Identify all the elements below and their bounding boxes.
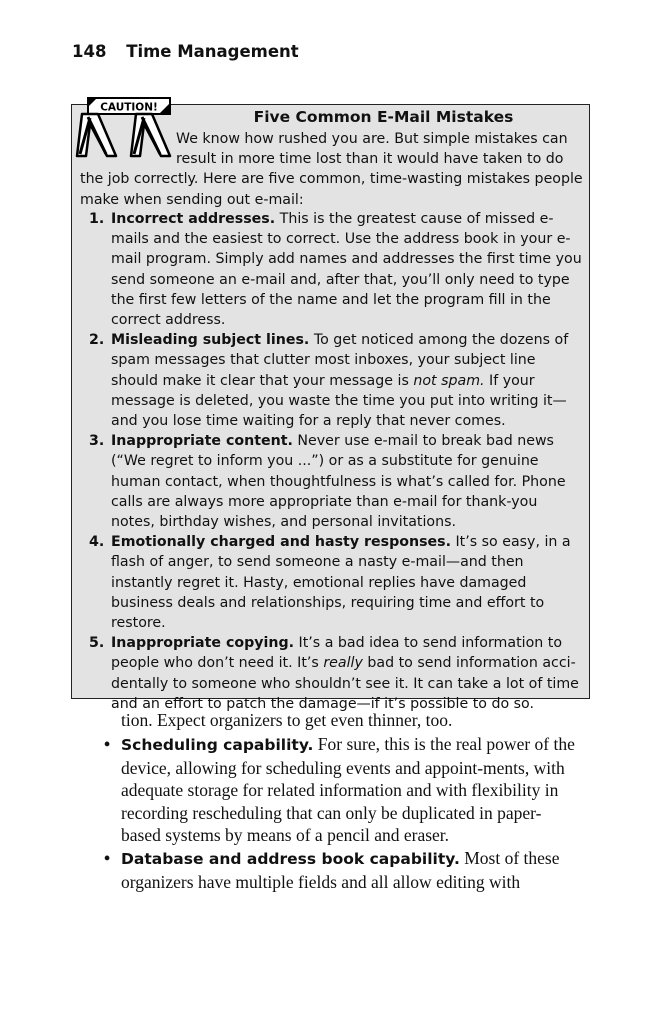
list-item: • Database and address book capability. Most of these organizers have multiple fields and all allow editing with	[104, 847, 560, 892]
sidebar-intro: We know how rushed you are. But simple mistakes can result in more time lost than it would have taken to do the job correctly. Here are five common, time-wasting mistakes people make when sending out e-mail:	[80, 131, 583, 208]
continuation-paragraph: tion. Expect organizers to get even thinner, too.	[121, 710, 453, 730]
list-item: 5. Inappropriate copying. It’s a bad idea to send information to people who don’t need it. It’s really bad to send information acci-dentally to someone who shouldn’t see it. It can take a lot of time and an effort to patch the damage—if it’s possible to do so.	[89, 635, 579, 712]
running-head	[72, 42, 299, 61]
feature-list	[0, 733, 662, 893]
list-item: 1. Incorrect addresses. This is the greatest cause of missed e-mails and the easiest to correct. Use the address book in your e-mail program. Simply add names and addresses the first time you send someone an e-mail and, after that, you’ll only need to type the first few letters of the name and let the program fill in the correct address.	[89, 211, 582, 329]
sidebar-title: Five Common E-Mail Mistakes	[253, 108, 514, 126]
list-item: 2. Misleading subject lines. To get noticed among the dozens of spam messages that clutter most inboxes, your subject line should make it clear that your message is not spam. If your message is deleted, you waste the time you put into writing it—and you lose time waiting for a reply that never comes.	[89, 332, 569, 430]
item-heading: Database and address book capability.	[121, 849, 460, 868]
page-number: 148	[72, 42, 107, 61]
item-heading: Scheduling capability.	[121, 736, 314, 754]
item-heading: Incorrect addresses.	[111, 211, 276, 227]
item-heading: Emotionally charged and hasty responses.	[111, 534, 451, 551]
bullet-icon: •	[104, 734, 111, 754]
book-title: Time Management	[126, 42, 299, 61]
item-heading: Inappropriate content.	[111, 433, 293, 450]
list-item: • Scheduling capability. For sure, this is the real power of the device, allowing for scheduling events and appoint-ments, with adequate storage for related information and with flexibility in recording rescheduling that can only be duplicated in paper-based systems by means of a pencil and eraser.	[104, 734, 575, 846]
caution-sidebar	[71, 101, 590, 712]
caution-label: CAUTION!	[100, 101, 158, 114]
list-item: 3. Inappropriate content. Never use e-mail to break bad news (“We regret to inform you ...”) or as a substitute for genuine human contact, when thoughtfulness is what’s called for. Phone calls are always more appropriate than e-mail for thank-you notes, birthday wishes, and personal invitations.	[89, 433, 566, 531]
mistakes-list	[80, 209, 585, 714]
item-heading: Misleading subject lines.	[111, 332, 310, 349]
item-heading: Inappropriate copying.	[111, 635, 295, 652]
list-item: 4. Emotionally charged and hasty responses. It’s so easy, in a flash of anger, to send someone a nasty e-mail—and then instantly regret it. Hasty, emotional replies have damaged business deals and relationships, requiring time and effort to restore.	[89, 534, 571, 632]
bullet-icon: •	[104, 847, 111, 868]
